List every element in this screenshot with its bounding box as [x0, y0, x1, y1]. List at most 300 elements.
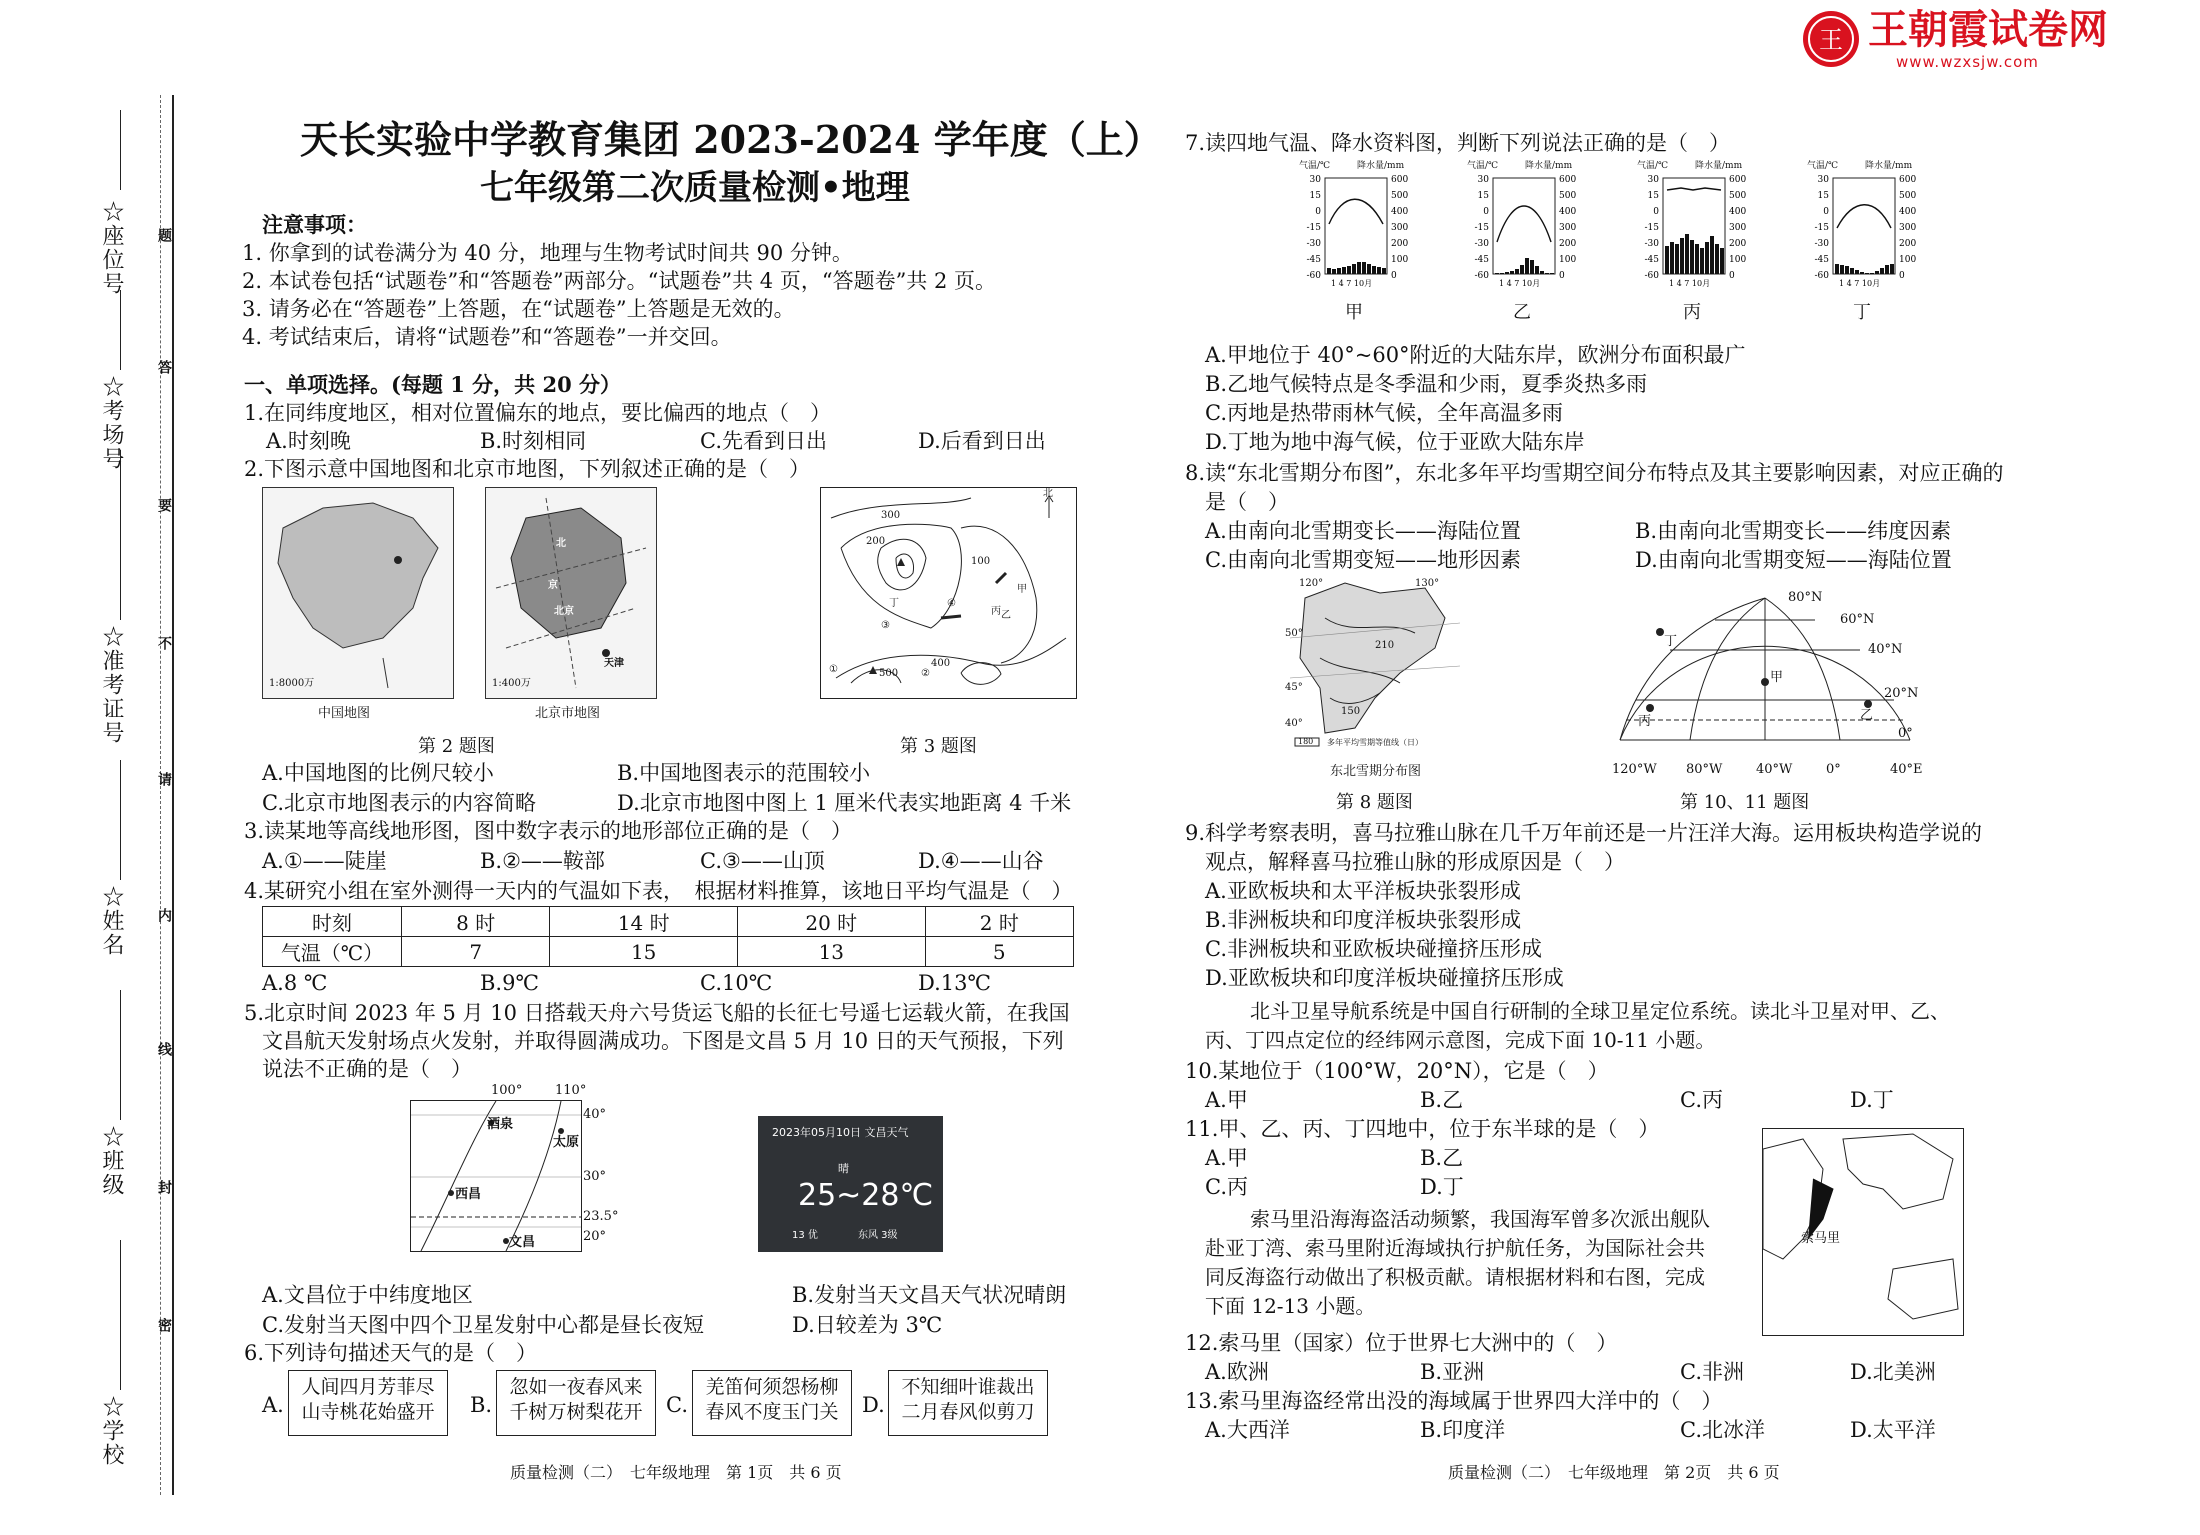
q11-option-b[interactable]: B.乙	[1420, 1146, 1464, 1170]
q6-option-b-label[interactable]: B.	[470, 1393, 493, 1417]
q2-stem: 2.下图示意中国地图和北京市地图，下列叙述正确的是（ ）	[244, 457, 811, 481]
x-tick-label: 1 4 7 10月	[1669, 279, 1711, 288]
beijing-map-scale: 1:400万	[492, 678, 531, 689]
y2-tick-label: 600	[1899, 175, 1917, 185]
y-tick-label: 30	[1309, 175, 1321, 185]
q12-option-a[interactable]: A.欧洲	[1205, 1360, 1269, 1384]
y-tick-label: 15	[1817, 191, 1829, 201]
precip-bar	[1367, 264, 1371, 274]
seal-char: 答	[156, 360, 172, 374]
y-tick-label: 0	[1653, 207, 1659, 217]
y-tick-label: 30	[1817, 175, 1829, 185]
beijing-map-label: 京	[548, 580, 558, 591]
map-lat-label: 23.5°	[583, 1209, 619, 1224]
launch-site-map	[410, 1083, 619, 1252]
graticule-lines	[1600, 590, 1930, 760]
seal-char: 请	[156, 772, 172, 786]
axis-label-temp: 气温/℃	[1467, 161, 1499, 171]
y2-tick-label: 100	[1899, 255, 1917, 265]
snow-legend-value: 180	[1298, 737, 1314, 746]
beijing-map-label: 北	[556, 538, 566, 549]
y2-tick-label: 500	[1899, 191, 1917, 201]
q9-option-a[interactable]: A.亚欧板块和太平洋板块张裂形成	[1205, 879, 1521, 903]
q10-option-d[interactable]: D.丁	[1850, 1088, 1894, 1112]
precip-bar	[1535, 266, 1539, 274]
q2-option-c[interactable]: C.北京市地图表示的内容简略	[262, 791, 536, 815]
q7-stem: 7.读四地气温、降水资料图，判断下列说法正确的是（ ）	[1185, 131, 1731, 155]
contour-label: ③	[881, 620, 890, 631]
china-map-caption: 中国地图	[318, 706, 371, 721]
passage2-line: 赴亚丁湾、索马里附近海域执行护航任务，为国际社会共	[1205, 1236, 1705, 1260]
precip-bar	[1680, 238, 1684, 274]
q2-figure-caption: 第 2 题图	[418, 736, 495, 757]
weather-widget	[758, 1116, 943, 1252]
contour-label: 丁	[889, 598, 899, 609]
precip-bar	[1860, 272, 1864, 274]
q3-option-b[interactable]: B.②——鞍部	[480, 849, 605, 873]
q6-stem: 6.下列诗句描述天气的是（ ）	[244, 1341, 538, 1365]
precip-bar	[1855, 270, 1859, 274]
q12-option-c[interactable]: C.非洲	[1680, 1360, 1744, 1384]
contour-label: ④	[947, 598, 956, 609]
y-tick-label: 0	[1823, 207, 1829, 217]
precip-bar	[1870, 273, 1874, 274]
grid-lon-label: 40°E	[1890, 762, 1923, 777]
notes-heading: 注意事项：	[262, 212, 367, 237]
map-lat-label: 20°	[583, 1229, 607, 1244]
precip-bar	[1835, 264, 1839, 274]
axis-label-precip: 降水量/mm	[1695, 161, 1743, 171]
precip-bar	[1327, 268, 1331, 274]
table-cell: 7	[402, 937, 550, 967]
precip-bar	[1352, 264, 1356, 274]
y2-tick-label: 400	[1729, 207, 1747, 217]
beijing-map-label: 天津	[604, 658, 624, 669]
table-cell: 15	[550, 937, 738, 967]
q3-figure-caption: 第 3 题图	[900, 736, 977, 757]
table-cell: 气温（℃）	[263, 937, 402, 967]
climate-chart-name: 甲	[1345, 302, 1363, 323]
y2-tick-label: 100	[1391, 255, 1409, 265]
map-lat-label: 40°	[583, 1107, 607, 1122]
seal-char: 不	[156, 636, 172, 650]
y-tick-label: -45	[1644, 255, 1659, 265]
x-tick-label: 1 4 7 10月	[1839, 279, 1881, 288]
seal-char: 封	[156, 1180, 172, 1194]
q13-option-a[interactable]: A.大西洋	[1205, 1418, 1290, 1442]
q1-option-c[interactable]: C.先看到日出	[700, 429, 827, 453]
y-tick-label: -60	[1644, 271, 1659, 281]
climate-chart-name: 丙	[1683, 302, 1701, 323]
exam-title-line2: 七年级第二次质量检测•地理	[480, 168, 910, 208]
y2-tick-label: 200	[1729, 239, 1747, 249]
precip-bar	[1690, 240, 1694, 274]
poem-line: 山寺桃花始盛开	[301, 1401, 435, 1423]
q6-option-b-poem[interactable]	[496, 1370, 656, 1436]
q6-option-c-label[interactable]: C.	[666, 1393, 688, 1417]
q8-stem-line2: 是（ ）	[1205, 490, 1289, 514]
q4-option-c[interactable]: C.10℃	[700, 971, 773, 995]
brand-seal-icon	[1800, 8, 1862, 70]
somalia-label: 索马里	[1801, 1231, 1841, 1246]
contour-map	[820, 487, 1077, 699]
q6-option-d-poem[interactable]	[888, 1370, 1048, 1436]
y2-tick-label: 500	[1559, 191, 1577, 201]
q10-stem: 10.某地位于（100°W，20°N），它是（ ）	[1185, 1059, 1609, 1083]
y-tick-label: 15	[1309, 191, 1321, 201]
y2-tick-label: 400	[1391, 207, 1409, 217]
y2-tick-label: 400	[1899, 207, 1917, 217]
y-tick-label: 30	[1647, 175, 1659, 185]
weather-temperature: 25~28℃	[798, 1178, 934, 1213]
side-label-room: ☆考场号	[99, 375, 124, 471]
grid-point-label: 乙	[1860, 708, 1874, 723]
grid-lon-label: 0°	[1826, 762, 1841, 777]
y2-tick-label: 0	[1729, 271, 1735, 281]
axis-label-temp: 气温/℃	[1807, 161, 1839, 171]
precip-bar	[1550, 273, 1554, 274]
climate-chart-ding	[1803, 158, 1933, 323]
q10-option-c[interactable]: C.丙	[1680, 1088, 1723, 1112]
q12-option-d[interactable]: D.北美洲	[1850, 1360, 1936, 1384]
side-line-room	[120, 290, 121, 370]
map-lat-label: 30°	[583, 1169, 607, 1184]
axis-label-temp: 气温/℃	[1637, 161, 1669, 171]
beijing-map-shape	[486, 488, 656, 698]
side-line-name	[120, 760, 121, 880]
q10-option-a[interactable]: A.甲	[1205, 1088, 1248, 1112]
beijing-map	[485, 487, 657, 699]
contour-label: 100	[971, 556, 991, 567]
seal-char: 密	[156, 1318, 172, 1332]
y-tick-label: -45	[1306, 255, 1321, 265]
y-tick-label: -15	[1306, 223, 1321, 233]
precip-bar	[1520, 265, 1524, 274]
q12-option-b[interactable]: B.亚洲	[1420, 1360, 1485, 1384]
brand-name: 王朝霞试卷网	[1868, 7, 2108, 53]
china-map-shape	[263, 488, 453, 698]
y2-tick-label: 100	[1729, 255, 1747, 265]
y2-tick-label: 0	[1391, 271, 1397, 281]
grid-point	[1761, 678, 1769, 686]
side-line-ticket	[120, 450, 121, 620]
precip-bar	[1715, 244, 1719, 274]
y2-tick-label: 300	[1391, 223, 1409, 233]
side-label-class: ☆班级	[99, 1125, 124, 1197]
q3-option-a[interactable]: A.①——陡崖	[262, 849, 387, 873]
y-tick-label: 0	[1483, 207, 1489, 217]
precip-bar	[1510, 271, 1514, 274]
precip-bar	[1357, 262, 1361, 274]
somalia-map-shape	[1763, 1129, 1963, 1335]
grid-lat-label: 0°	[1898, 726, 1913, 741]
snow-map-coord: 40°	[1285, 718, 1303, 729]
q11-option-c[interactable]: C.丙	[1205, 1175, 1248, 1199]
contour-label: 400	[931, 658, 951, 669]
map-site-label: 太原	[553, 1135, 580, 1150]
grid-point	[1656, 628, 1664, 636]
precip-bar	[1500, 273, 1504, 274]
q11-option-a[interactable]: A.甲	[1205, 1146, 1248, 1170]
grid-figure-caption: 第 10、11 题图	[1680, 792, 1810, 813]
q6-option-d-label[interactable]: D.	[862, 1393, 885, 1417]
q4-option-b[interactable]: B.9℃	[480, 971, 539, 995]
grid-lat-label: 60°N	[1840, 612, 1875, 627]
passage1-line: 丙、丁四点定位的经纬网示意图，完成下面 10-11 小题。	[1205, 1028, 1716, 1052]
contour-label: 乙	[1001, 610, 1011, 621]
grid-lon-label: 120°W	[1612, 762, 1657, 777]
precip-bar	[1505, 272, 1509, 274]
precip-bar	[1342, 267, 1346, 274]
contour-label: 500	[879, 668, 899, 679]
q7-option-a[interactable]: A.甲地位于 40°~60°附近的大陆东岸，欧洲分布面积最广	[1205, 343, 1746, 367]
map-site-label: 文昌	[509, 1235, 536, 1250]
notes-item: 2. 本试卷包括“试题卷”和“答题卷”两部分。“试题卷”共 4 页，“答题卷”共 2 页。	[242, 269, 997, 293]
poem-line: 千树万树梨花开	[509, 1401, 643, 1423]
grid-point	[1864, 700, 1872, 708]
q1-stem: 1.在同纬度地区，相对位置偏东的地点，要比偏西的地点（ ）	[244, 401, 832, 425]
q8-figure-caption: 第 8 题图	[1336, 792, 1413, 813]
y-tick-label: 15	[1477, 191, 1489, 201]
q5-option-c[interactable]: C.发射当天图中四个卫星发射中心都是昼长夜短	[262, 1313, 704, 1337]
q4-stem: 4.某研究小组在室外测得一天内的气温如下表， 根据材料推算，该地日平均气温是（ ）	[244, 879, 1073, 903]
y2-tick-label: 600	[1729, 175, 1747, 185]
precip-bar	[1530, 260, 1534, 274]
q7-option-d[interactable]: D.丁地为地中海气候，位于亚欧大陆东岸	[1205, 430, 1585, 454]
q11-stem: 11.甲、乙、丙、丁四地中，位于东半球的是（ ）	[1185, 1117, 1660, 1141]
climate-chart-plot	[1463, 172, 1593, 302]
snow-map-coord: 120°	[1299, 578, 1324, 589]
y-tick-label: 0	[1315, 207, 1321, 217]
q2-option-b[interactable]: B.中国地图表示的范围较小	[617, 761, 871, 785]
map-site-label: 西昌	[455, 1187, 482, 1202]
q13-option-d[interactable]: D.太平洋	[1850, 1418, 1936, 1442]
poem-line: 羌笛何须怨杨柳	[705, 1376, 839, 1398]
q2-option-d[interactable]: D.北京市地图中图上 1 厘米代表实地距离 4 千米	[617, 791, 1072, 815]
y-tick-label: -15	[1474, 223, 1489, 233]
china-map-scale: 1:8000万	[269, 678, 315, 689]
precip-bar	[1695, 244, 1699, 274]
precip-bar	[1685, 234, 1689, 274]
climate-chart-name: 丁	[1853, 302, 1871, 323]
q5-stem-line1: 5.北京时间 2023 年 5 月 10 日搭载天舟六号货运飞船的长征七号遥七运载火箭，在我国	[244, 1001, 1070, 1025]
q1-option-b[interactable]: B.时刻相同	[480, 429, 587, 453]
page-footer: 质量检测（二） 七年级地理 第 2页 共 6 页	[1448, 1463, 1780, 1482]
snow-map-title: 东北雪期分布图	[1330, 764, 1422, 779]
q7-option-b[interactable]: B.乙地气候特点是冬季温和少雨，夏季炎热多雨	[1205, 372, 1648, 396]
snow-map-shape	[1285, 578, 1460, 760]
y2-tick-label: 0	[1559, 271, 1565, 281]
q4-option-a[interactable]: A.8 ℃	[262, 971, 328, 995]
precip-bar	[1890, 264, 1894, 274]
snow-map-coord: 130°	[1415, 578, 1440, 589]
q5-stem-line2: 文昌航天发射场点火发射，并取得圆满成功。下图是文昌 5 月 10 日的天气预报，下列	[262, 1029, 1064, 1053]
weather-wind: 东风 3级	[858, 1230, 898, 1241]
precip-bar	[1347, 266, 1351, 274]
y2-tick-label: 300	[1559, 223, 1577, 233]
q3-option-c[interactable]: C.③——山顶	[700, 849, 825, 873]
q1-option-d[interactable]: D.后看到日出	[918, 429, 1046, 453]
q9-option-c[interactable]: C.非洲板块和亚欧板块碰撞挤压形成	[1205, 937, 1542, 961]
brand-logo[interactable]	[1800, 8, 2120, 70]
side-label-seat: ☆座位号	[99, 200, 124, 296]
q13-option-b[interactable]: B.印度洋	[1420, 1418, 1506, 1442]
precip-bar	[1670, 242, 1674, 274]
contour-label: ①	[829, 664, 838, 675]
q6-option-a-poem[interactable]	[288, 1370, 448, 1436]
precip-bar	[1720, 248, 1724, 274]
binding-line-inner	[160, 95, 161, 1495]
grid-point-label: 丁	[1664, 634, 1678, 649]
y-tick-label: -60	[1306, 271, 1321, 281]
poem-line: 不知细叶谁裁出	[901, 1376, 1035, 1398]
precip-bar	[1700, 248, 1704, 274]
q5-stem-line3: 说法不正确的是（ ）	[262, 1057, 472, 1081]
precip-bar	[1377, 267, 1381, 274]
china-map	[262, 487, 454, 699]
precip-bar	[1675, 244, 1679, 274]
y2-tick-label: 300	[1899, 223, 1917, 233]
weather-title: 2023年05月10日 文昌天气	[772, 1126, 909, 1139]
side-line-class	[120, 990, 121, 1120]
q9-option-b[interactable]: B.非洲板块和印度洋板块张裂形成	[1205, 908, 1522, 932]
q8-option-c[interactable]: C.由南向北雪期变短——地形因素	[1205, 548, 1521, 572]
y2-tick-label: 500	[1391, 191, 1409, 201]
q13-option-c[interactable]: C.北冰洋	[1680, 1418, 1765, 1442]
precip-bar	[1885, 265, 1889, 274]
precip-bar	[1850, 268, 1854, 274]
climate-chart-bing	[1633, 158, 1763, 323]
q6-option-a-label[interactable]: A.	[262, 1393, 284, 1417]
precip-bar	[1865, 273, 1869, 274]
snow-map-isoline: 210	[1375, 640, 1395, 651]
q1-option-a[interactable]: A.时刻晚	[266, 429, 351, 453]
temperature-table	[262, 906, 1074, 967]
precip-bar	[1495, 273, 1499, 274]
q9-stem-line2: 观点，解释喜马拉雅山脉的形成原因是（ ）	[1205, 850, 1625, 874]
seal-char: 线	[156, 1042, 172, 1056]
table-cell: 8 时	[402, 907, 550, 937]
q5-option-b[interactable]: B.发射当天文昌天气状况晴朗	[792, 1283, 1067, 1307]
passage2-line: 下面 12-13 小题。	[1205, 1294, 1376, 1318]
binding-line-outer	[172, 95, 174, 1495]
q9-option-d[interactable]: D.亚欧板块和印度洋板块碰撞挤压形成	[1205, 966, 1564, 990]
q4-option-d[interactable]: D.13℃	[918, 971, 991, 995]
y2-tick-label: 200	[1559, 239, 1577, 249]
grid-point-label: 甲	[1770, 670, 1784, 685]
climate-chart-name: 乙	[1513, 302, 1531, 323]
table-cell: 13	[737, 937, 925, 967]
y2-tick-label: 600	[1559, 175, 1577, 185]
climate-chart-plot	[1633, 172, 1763, 302]
y-tick-label: 30	[1477, 175, 1489, 185]
y2-tick-label: 500	[1729, 191, 1747, 201]
grid-point	[1646, 704, 1654, 712]
notes-item: 1. 你拿到的试卷满分为 40 分，地理与生物考试时间共 90 分钟。	[242, 241, 853, 265]
page-footer: 质量检测（二） 七年级地理 第 1页 共 6 页	[510, 1463, 842, 1482]
q2-option-a[interactable]: A.中国地图的比例尺较小	[262, 761, 494, 785]
y2-tick-label: 400	[1559, 207, 1577, 217]
precip-bar	[1382, 268, 1386, 274]
table-row	[263, 937, 1074, 967]
q10-option-b[interactable]: B.乙	[1420, 1088, 1464, 1112]
beijing-map-caption: 北京市地图	[535, 706, 601, 721]
x-tick-label: 1 4 7 10月	[1499, 279, 1541, 288]
poem-line: 二月春风似剪刀	[901, 1401, 1035, 1423]
contour-label: 200	[866, 536, 886, 547]
y-tick-label: -30	[1474, 239, 1489, 249]
beijing-map-label: 北京	[554, 606, 574, 617]
q11-option-d[interactable]: D.丁	[1420, 1175, 1464, 1199]
grid-lat-label: 40°N	[1868, 642, 1903, 657]
table-cell: 时刻	[263, 907, 402, 937]
side-line-seat	[120, 110, 121, 190]
q12-stem: 12.索马里（国家）位于世界七大洲中的（ ）	[1185, 1331, 1618, 1355]
precip-bar	[1515, 269, 1519, 274]
map-lon-label: 100°	[491, 1083, 523, 1098]
passage2-line: 同反海盗行动做出了积极贡献。请根据材料和右图，完成	[1205, 1265, 1705, 1289]
brand-seal-char: 王	[1819, 28, 1843, 54]
contour-label: 丙	[991, 606, 1001, 617]
section-heading: 一、单项选择。(每题 1 分，共 20 分）	[244, 372, 622, 397]
precip-bar	[1840, 265, 1844, 274]
q8-option-a[interactable]: A.由南向北雪期变长——海陆位置	[1205, 519, 1521, 543]
q6-option-c-poem[interactable]	[692, 1370, 852, 1436]
precip-bar	[1362, 262, 1366, 274]
side-label-school: ☆学校	[99, 1395, 124, 1467]
climate-chart-plot	[1295, 172, 1425, 302]
side-label-ticket: ☆准考证号	[99, 625, 124, 745]
weather-aqi: 13 优	[792, 1230, 818, 1241]
y-tick-label: -60	[1474, 271, 1489, 281]
y-tick-label: -60	[1814, 271, 1829, 281]
precip-bar	[1540, 271, 1544, 274]
y-tick-label: 15	[1647, 191, 1659, 201]
y-tick-label: -30	[1306, 239, 1321, 249]
q8-option-d[interactable]: D.由南向北雪期变短——海陆位置	[1635, 548, 1952, 572]
y-tick-label: -15	[1644, 223, 1659, 233]
q8-option-b[interactable]: B.由南向北雪期变长——纬度因素	[1635, 519, 1952, 543]
precip-bar	[1880, 268, 1884, 274]
y2-tick-label: 100	[1559, 255, 1577, 265]
precip-bar	[1337, 268, 1341, 274]
x-tick-label: 1 4 7 10月	[1331, 279, 1373, 288]
table-cell: 20 时	[737, 907, 925, 937]
q7-option-c[interactable]: C.丙地是热带雨林气候，全年高温多雨	[1205, 401, 1563, 425]
precip-bar	[1545, 273, 1549, 274]
poem-line: 人间四月芳菲尽	[301, 1376, 435, 1398]
contour-label: ②	[921, 668, 930, 679]
somalia-map	[1762, 1128, 1964, 1336]
grid-point-label: 丙	[1638, 714, 1652, 729]
q8-stem-line1: 8.读“东北雪期分布图”，东北多年平均雪期空间分布特点及其主要影响因素，对应正确的	[1185, 461, 2004, 485]
q5-option-a[interactable]: A.文昌位于中纬度地区	[262, 1283, 473, 1307]
y-tick-label: -45	[1474, 255, 1489, 265]
y-tick-label: -45	[1814, 255, 1829, 265]
q3-option-d[interactable]: D.④——山谷	[918, 849, 1044, 873]
grid-lon-label: 40°W	[1756, 762, 1793, 777]
notes-item: 4. 考试结束后，请将“试题卷”和“答题卷”一并交回。	[242, 325, 732, 349]
y-tick-label: -15	[1814, 223, 1829, 233]
y2-tick-label: 300	[1729, 223, 1747, 233]
q5-option-d[interactable]: D.日较差为 3℃	[792, 1313, 943, 1337]
table-cell: 2 时	[925, 907, 1073, 937]
grid-lon-label: 80°W	[1686, 762, 1723, 777]
contour-label: 北	[1043, 488, 1053, 499]
contour-label: 300	[881, 510, 901, 521]
precip-bar	[1372, 266, 1376, 274]
precip-bar	[1705, 242, 1709, 274]
